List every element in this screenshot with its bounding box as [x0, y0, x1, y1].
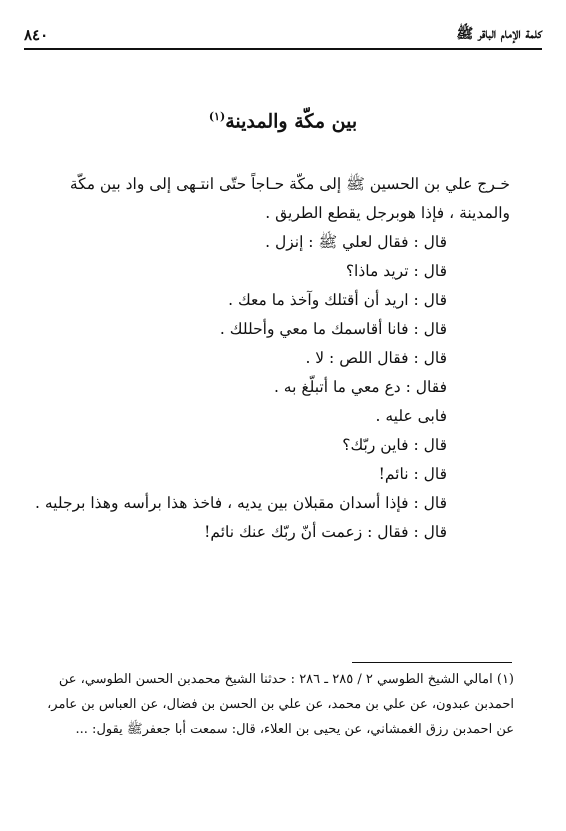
dialogue-line: فابى عليه . — [375, 407, 447, 425]
dialogue-line: قال : فانا أقاسمك ما معي وأحللك . — [219, 320, 447, 338]
dialogue-line: قال : فقال اللص : لا . — [305, 349, 447, 367]
dialogue-line: قال : فقال لعلي ﷺ : إنزل . — [265, 233, 447, 251]
body-text — [35, 170, 510, 547]
footnote-line: احمدبن عبدون، عن علي بن محمد، عن علي بن الحسن بن فضال، عن العباس بن عامر، — [47, 697, 514, 712]
footnote — [47, 668, 514, 743]
dialogue-line: قال : فاين ربّك؟ — [342, 436, 447, 454]
footnote-rule — [352, 662, 512, 663]
dialogue-line: قال : فإذا أسدان مقبلان بين يديه ، فاخذ هذا برأسه وهذا برجليه . — [35, 494, 447, 512]
dialogue-line: قال : فقال : زعمت أنّ ربّك عنك نائم! — [204, 523, 447, 541]
footnote-line: (١) امالي الشيخ الطوسي ٢ / ٢٨٥ ـ ٢٨٦ : حدثنا الشيخ محمدبن الحسن الطوسي، عن — [58, 672, 514, 687]
header-rule — [24, 48, 542, 50]
section-heading — [0, 110, 566, 132]
section-title: بين مكّة والمدينة — [225, 110, 358, 133]
dialogue-line: قال : اريد أن أقتلك وآخذ ما معك . — [228, 291, 447, 309]
running-title: كلمة الإمام الباقر ﷺ — [456, 26, 542, 42]
footnote-line: عن احمدبن رزق الغمشاني، عن يحيى بن العلاء، قال: سمعت أبا جعفرﷺ يقول: ... — [75, 722, 514, 737]
paragraph-line: خـرج علي بن الحسين ﷺ إلى مكّة حـاجاً حتّى انتـهى إلى واد بين مكّة — [69, 175, 510, 193]
dialogue-line: قال : نائم! — [378, 465, 447, 483]
page-header — [24, 22, 542, 48]
footnote-reference: (١) — [208, 110, 226, 123]
dialogue-line: قال : تريد ماذا؟ — [345, 262, 447, 280]
page-number: ٨٤٠ — [24, 26, 49, 44]
dialogue-line: فقال : دع معي ما أتبلّغ به . — [273, 378, 447, 396]
paragraph-line: والمدينة ، فإذا هوبرجل يقطع الطريق . — [265, 204, 510, 222]
